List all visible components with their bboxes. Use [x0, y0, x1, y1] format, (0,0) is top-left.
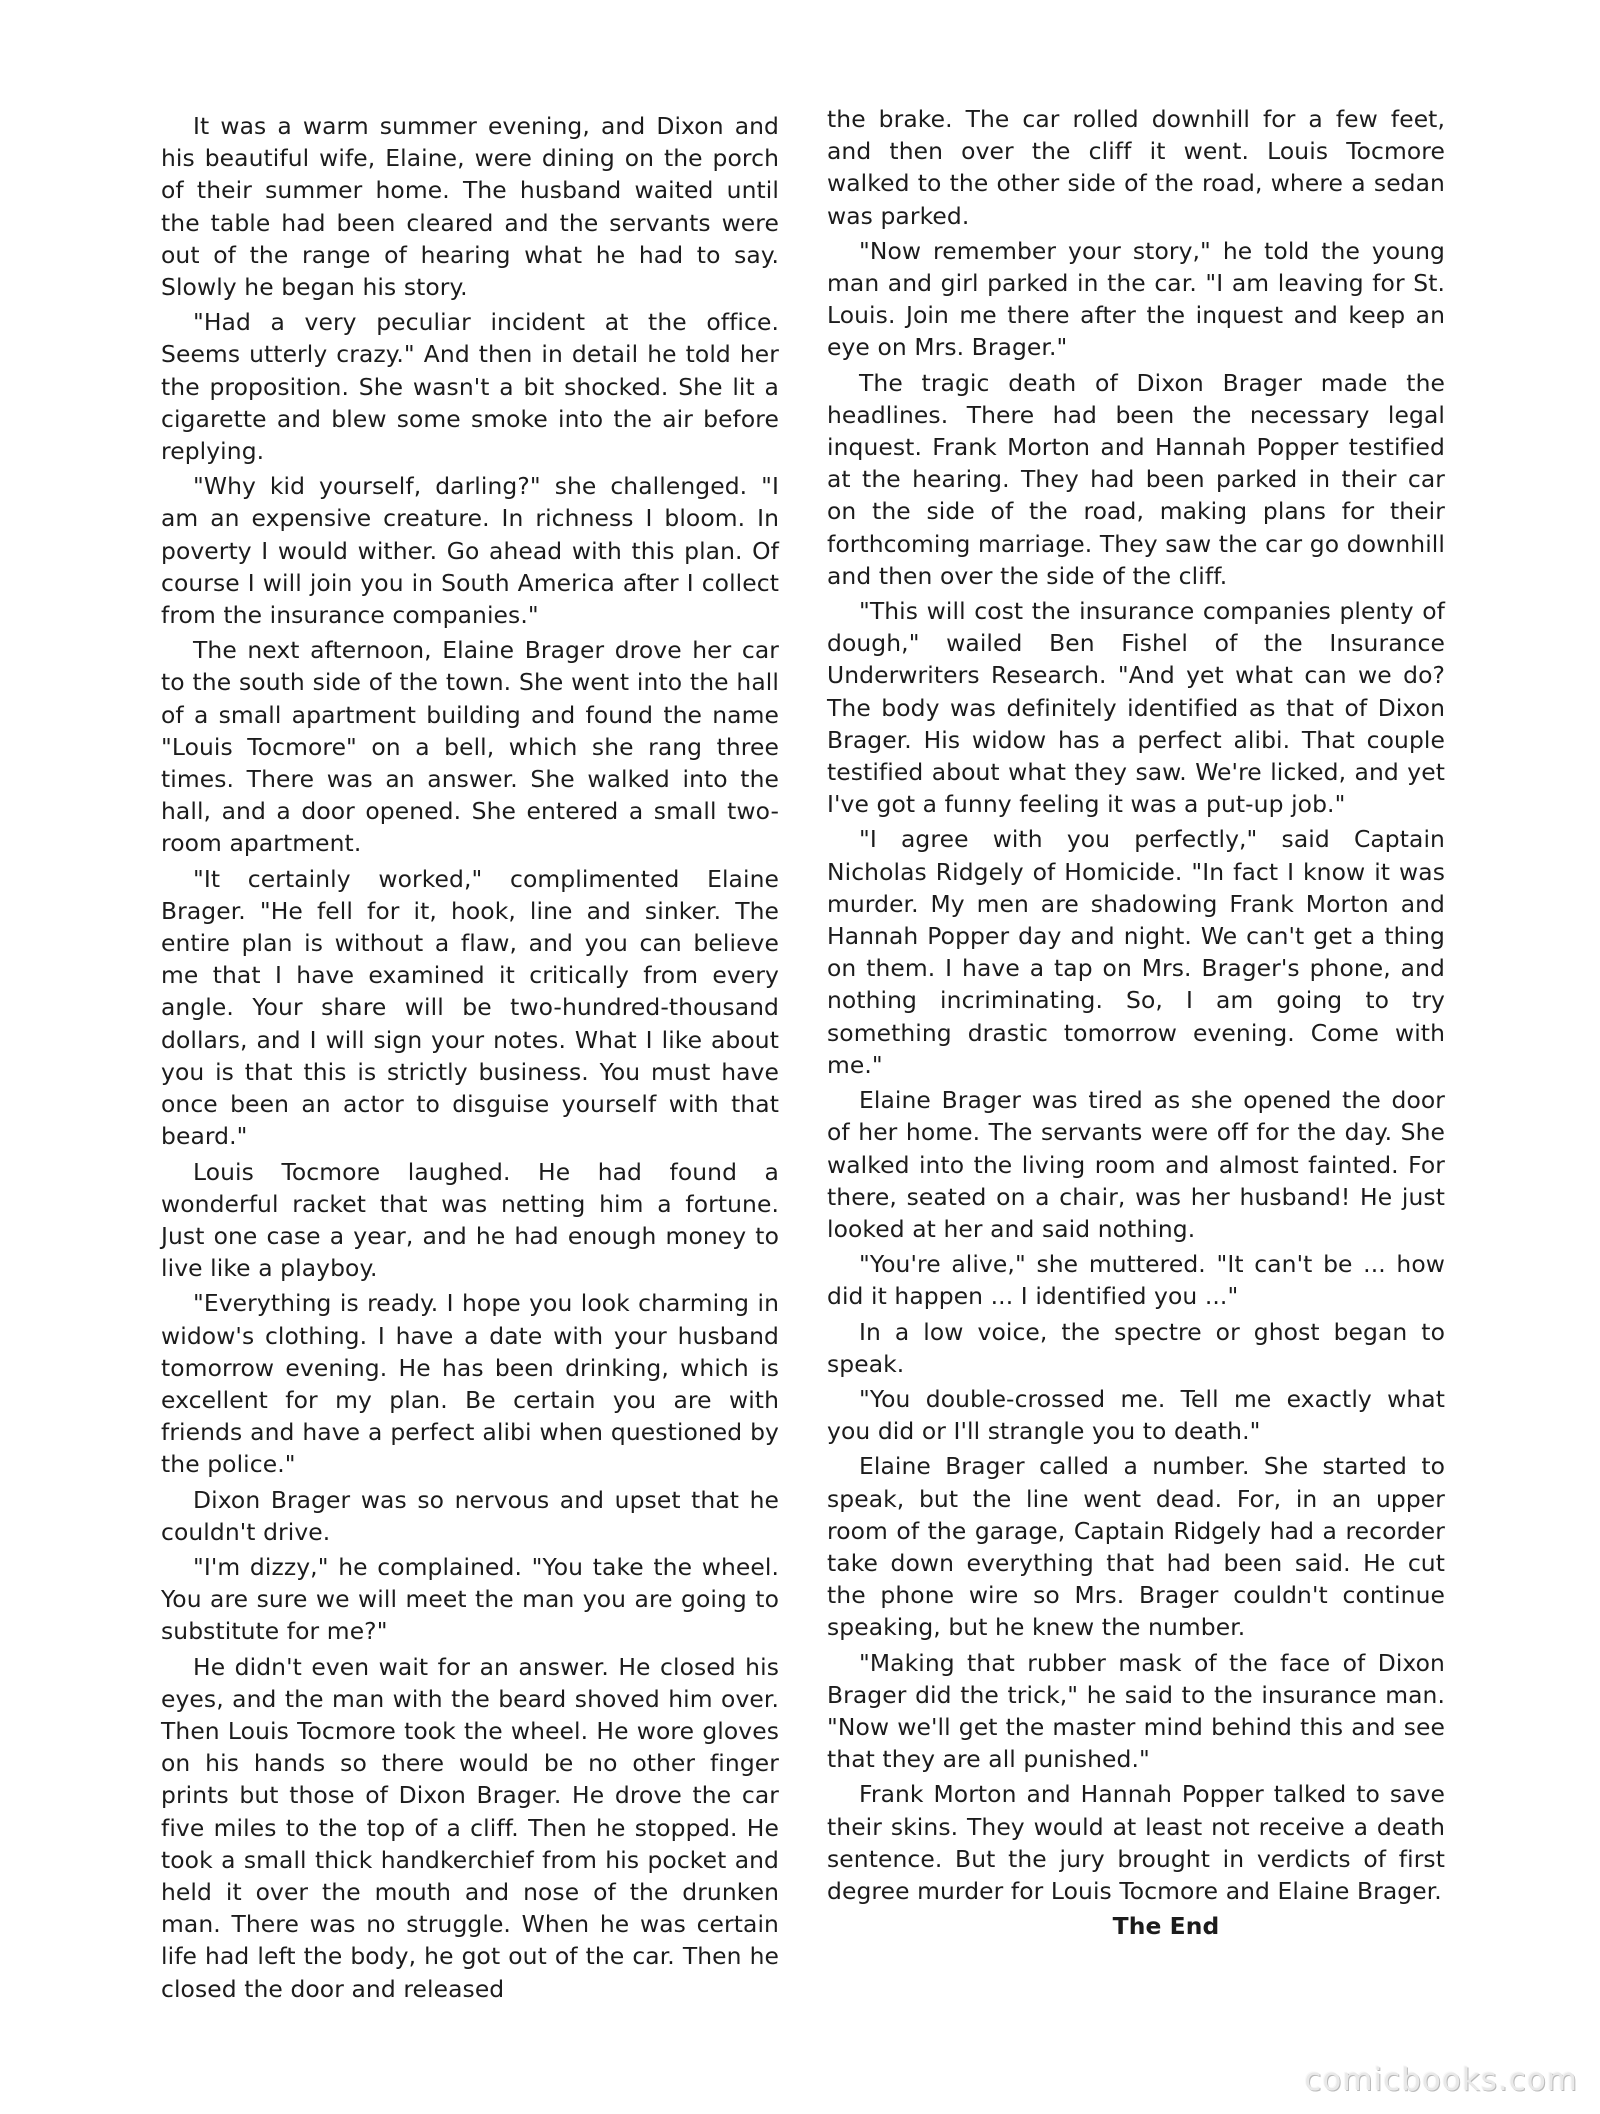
- paragraph: "You're alive," she muttered. "It can't be ... how did it happen ... I identified you ...": [827, 1250, 1445, 1311]
- paragraph: Frank Morton and Hannah Popper talked to save their skins. They would at least not receive a death sentence. But the jury brought in verdicts of first degree murder for Louis Tocmore and Elaine Brager.: [827, 1780, 1445, 1905]
- paragraph: "Everything is ready. I hope you look charming in widow's clothing. I have a date with your husband tomorrow evening. He has been drinking, which is excellent for my plan. Be certain you are with friends and have a perfect alibi when questioned by the police.": [161, 1289, 779, 1479]
- paragraph: the brake. The car rolled downhill for a few feet, and then over the cliff it went. Louis Tocmore walked to the other side of the road, where a sedan was parked.: [827, 105, 1445, 230]
- the-end-label: The End: [1112, 1912, 1220, 1941]
- paragraph: The next afternoon, Elaine Brager drove her car to the south side of the town. She went into the hall of a small apartment building and found the name "Louis Tocmore" on a bell, which she rang three times. There was an answer. She walked into the hall, and a door opened. She entered a small two-room apartment.: [161, 636, 779, 858]
- paragraph: "This will cost the insurance companies plenty of dough," wailed Ben Fishel of the Insurance Underwriters Research. "And yet what can we do? The body was definitely identified as that of Dixon Brager. His widow has a perfect alibi. That couple testified about what they saw. We're licked, and yet I've got a funny feeling it was a put-up job.": [827, 597, 1445, 819]
- paragraph: Dixon Brager was so nervous and upset that he couldn't drive.: [161, 1485, 779, 1546]
- paragraph: "Why kid yourself, darling?" she challenged. "I am an expensive creature. In richness I bloom. In poverty I would wither. Go ahead with this plan. Of course I will join you in South America after I collect from the insurance companies.": [161, 472, 779, 630]
- paragraph: Elaine Brager called a number. She started to speak, but the line went dead. For, in an upper room of the garage, Captain Ridgely had a recorder take down everything that had been said. He cut the phone wire so Mrs. Brager couldn't continue speaking, but he knew the number.: [827, 1452, 1445, 1642]
- paragraph: "Making that rubber mask of the face of Dixon Brager did the trick," he said to the insurance man. "Now we'll get the master mind behind this and see that they are all punished.": [827, 1648, 1445, 1774]
- paragraph: The tragic death of Dixon Brager made the headlines. There had been the necessary legal inquest. Frank Morton and Hannah Popper testified at the hearing. They had been parked in their car on the side of the road, making plans for their forthcoming marriage. They saw the car go downhill and then over the side of the cliff.: [827, 368, 1445, 590]
- paragraph: "You double-crossed me. Tell me exactly what you did or I'll strangle you to death.": [827, 1384, 1445, 1446]
- watermark-text: comicbooks.com: [1304, 2062, 1578, 2098]
- paragraph: It was a warm summer evening, and Dixon and his beautiful wife, Elaine, were dining on the porch of their summer home. The husband waited until the table had been cleared and the servants were out of the range of hearing what he had to say. Slowly he began his story.: [161, 112, 779, 302]
- paragraph: "It certainly worked," complimented Elaine Brager. "He fell for it, hook, line and sinker. The entire plan is without a flaw, and you can believe me that I have examined it critically from every angle. Your share will be two-hundred-thousand dollars, and I will sign your notes. What I like about you is that this is strictly business. You must have once been an actor to disguise yourself with that beard.": [161, 864, 779, 1151]
- paragraph: He didn't even wait for an answer. He closed his eyes, and the man with the beard shoved him over. Then Louis Tocmore took the wheel. He wore gloves on his hands so there would be no other finger prints but those of Dixon Brager. He drove the car five miles to the top of a cliff. Then he stopped. He took a small thick handkerchief from his pocket and held it over the mouth and nose of the drunken man. There was no struggle. When he was certain life had left the body, he got out of the car. Then he closed the door and released: [161, 1652, 779, 2003]
- paragraph: "I agree with you perfectly," said Captain Nicholas Ridgely of Homicide. "In fact I know it was murder. My men are shadowing Frank Morton and Hannah Popper day and night. We can't get a thing on them. I have a tap on Mrs. Brager's phone, and nothing incriminating. So, I am going to try something drastic tomorrow evening. Come with me.": [827, 825, 1445, 1079]
- right-text-column: [827, 103, 1445, 1945]
- paragraph: Elaine Brager was tired as she opened the door of her home. The servants were off for the day. She walked into the living room and almost fainted. For there, seated on a chair, was her husband! He just looked at her and said nothing.: [827, 1086, 1445, 1243]
- paragraph: "Now remember your story," he told the young man and girl parked in the car. "I am leaving for St. Louis. Join me there after the inquest and keep an eye on Mrs. Brager.": [827, 236, 1445, 362]
- paragraph: "Had a very peculiar incident at the office. Seems utterly crazy." And then in detail he told her the proposition. She wasn't a bit shocked. She lit a cigarette and blew some smoke into the air before replying.: [161, 308, 779, 466]
- left-text-column: [161, 110, 779, 2008]
- paragraph: "I'm dizzy," he complained. "You take the wheel. You are sure we will meet the man you are going to substitute for me?": [161, 1552, 779, 1646]
- paragraph: Louis Tocmore laughed. He had found a wonderful racket that was netting him a fortune. Just one case a year, and he had enough money to live like a playboy.: [161, 1157, 779, 1283]
- paragraph: In a low voice, the spectre or ghost began to speak.: [827, 1317, 1445, 1378]
